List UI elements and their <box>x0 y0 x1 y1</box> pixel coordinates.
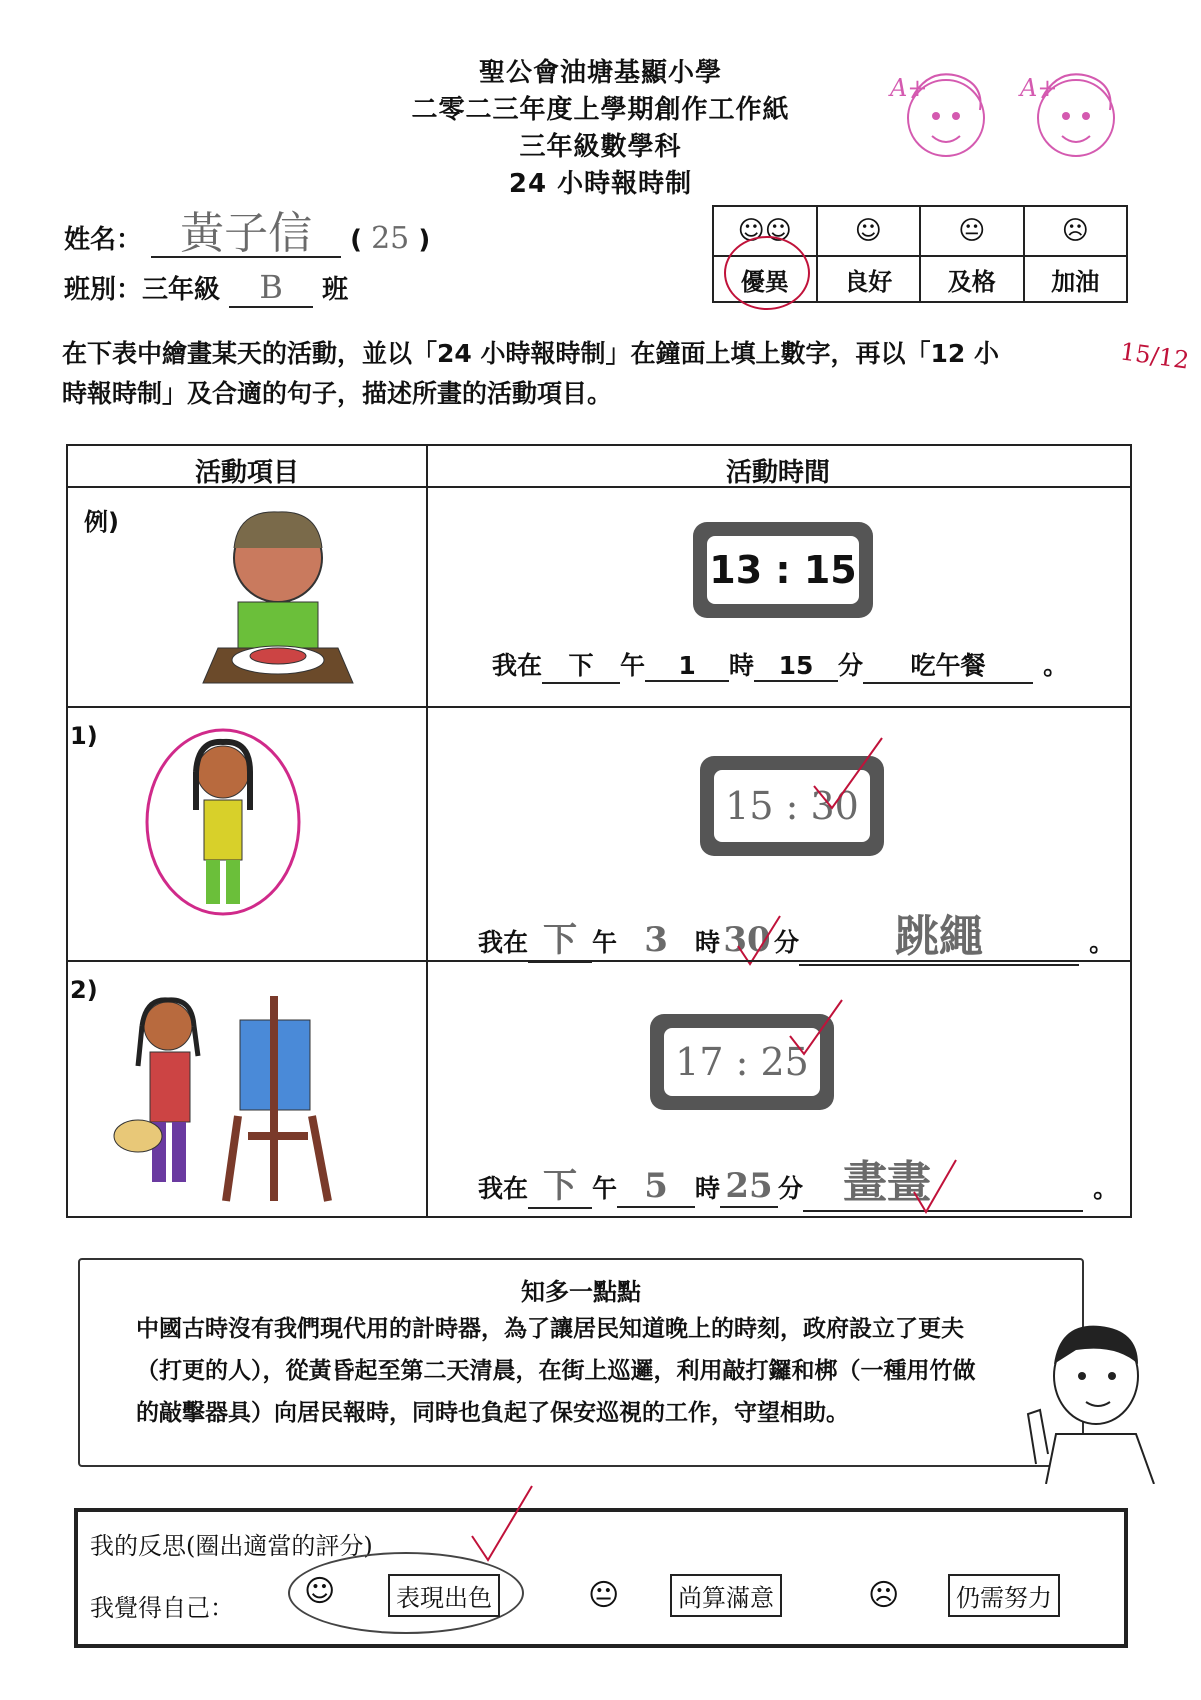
term-title: 二零二三年度上學期創作工作紙 <box>411 95 790 125</box>
time-sentence <box>492 646 1068 684</box>
activity-value: 跳繩 <box>799 900 1079 966</box>
name-label: 姓名： <box>64 225 143 255</box>
hour-value: 1 <box>645 651 729 682</box>
option-excellent[interactable]: 表現出色 <box>388 1574 500 1617</box>
option-satisfactory[interactable]: 尚算滿意 <box>670 1574 782 1617</box>
rating-label: 良好 <box>844 267 893 296</box>
number-close: ) <box>418 225 431 255</box>
table-row <box>68 706 1130 962</box>
name-row <box>64 208 431 259</box>
time-sentence <box>478 1146 1118 1212</box>
knowledge-title: 知多一點點 <box>521 1278 641 1306</box>
sentence-fen: 分 <box>838 651 864 680</box>
class-row <box>64 268 348 308</box>
rating-circle-mark <box>724 236 810 310</box>
knowledge-line-2: （打更的人），從黃昏起至第二天清晨，在街上巡邏，利用敲打鑼和梆（一種用竹做 <box>136 1358 976 1384</box>
aplus-text: A+ <box>890 74 928 102</box>
sentence-shi: 時 <box>729 651 755 680</box>
hour-value: 3 <box>617 920 695 962</box>
class-suffix: 班 <box>322 275 349 305</box>
table-row <box>68 960 1130 1218</box>
sad-face-icon: ☹ <box>1025 207 1127 257</box>
activity-value: 吃午餐 <box>863 646 1033 684</box>
sentence-prefix: 我在 <box>492 651 543 680</box>
tick-mark-icon <box>786 998 846 1058</box>
reflection-box <box>74 1508 1128 1648</box>
rating-label: 加油 <box>1051 267 1100 296</box>
jump-rope-illustration <box>138 722 308 936</box>
option-need-effort[interactable]: 仍需努力 <box>948 1574 1060 1617</box>
clock-time: 17 : 25 <box>664 1028 820 1096</box>
smile-icon: ☺ <box>818 207 920 257</box>
tick-mark-icon <box>808 734 888 814</box>
activity-value: 畫畫 <box>803 1146 1083 1212</box>
rating-good <box>818 207 922 301</box>
period-value: 下 <box>542 646 620 684</box>
name-value: 黃子信 <box>151 212 341 258</box>
frown-face-icon: ☹ <box>868 1578 900 1613</box>
aplus-text: A+ <box>1020 74 1058 102</box>
sentence-wu: 午 <box>620 651 646 680</box>
rating-label: 及格 <box>947 267 996 296</box>
table-row <box>68 486 1130 708</box>
clock-time: 13 : 15 <box>707 536 859 604</box>
aplus-stamp-2 <box>1018 58 1128 182</box>
number-open: ( <box>350 225 363 255</box>
rating-label: 優異 <box>740 267 789 296</box>
aplus-stamp-1 <box>888 58 998 182</box>
tick-mark-icon <box>468 1484 538 1564</box>
time-sentence <box>478 900 1114 966</box>
period-value: 下 <box>528 912 592 963</box>
instruction-line-2: 時報時制」及合適的句子，描述所畫的活動項目。 <box>62 379 613 408</box>
sentence-prefix: 我在 <box>478 928 529 957</box>
sentence-end: 。 <box>1089 928 1115 957</box>
class-label: 班別：三年級 <box>64 275 221 305</box>
sentence-shi: 時 <box>695 928 721 957</box>
activity-table <box>66 444 1132 1218</box>
happy-face-icon: ☺ <box>304 1574 336 1609</box>
topic-title: 24 小時報時制 <box>508 169 693 199</box>
painting-illustration <box>108 976 348 1210</box>
period-value: 下 <box>528 1158 592 1209</box>
sentence-wu: 午 <box>592 1174 618 1203</box>
clock-time: 15 : 30 <box>714 770 870 842</box>
eating-illustration <box>198 498 358 692</box>
rating-try-harder <box>1025 207 1127 301</box>
digital-clock <box>693 522 873 618</box>
hour-value: 5 <box>617 1166 695 1208</box>
reflection-prompt: 我覺得自己： <box>90 1594 234 1622</box>
sentence-end: 。 <box>1043 651 1069 680</box>
knowledge-scroll <box>78 1258 1084 1467</box>
sentence-wu: 午 <box>592 928 618 957</box>
instruction-line-1: 在下表中繪畫某天的活動，並以「24 小時報時制」在鐘面上填上數字，再以「12 小 <box>62 339 999 368</box>
sentence-fen: 分 <box>778 1174 804 1203</box>
score-mark: 15/12 <box>1118 337 1191 375</box>
minute-value: 25 <box>720 1166 778 1208</box>
sentence-fen: 分 <box>774 928 800 957</box>
subject-title: 三年級數學科 <box>519 132 682 162</box>
minute-value: 30 <box>720 920 774 962</box>
neutral-face-icon: 😐 <box>921 207 1023 257</box>
minute-value: 15 <box>754 651 838 682</box>
reflection-title: 我的反思(圈出適當的評分) <box>90 1532 373 1560</box>
teacher-illustration <box>1016 1314 1166 1488</box>
sentence-end: 。 <box>1093 1174 1119 1203</box>
double-smile-icon: ☺☺ <box>714 207 816 257</box>
col-header-time: 活動時間 <box>725 458 830 488</box>
sentence-prefix: 我在 <box>478 1174 529 1203</box>
class-value: B <box>229 268 313 308</box>
col-header-activity: 活動項目 <box>194 458 299 488</box>
school-name: 聖公會油塘基顯小學 <box>478 58 722 88</box>
neutral-face-icon: 😐 <box>588 1578 620 1613</box>
sentence-shi: 時 <box>695 1174 721 1203</box>
rating-pass <box>921 207 1025 301</box>
knowledge-line-1: 中國古時沒有我們現代用的計時器，為了讓居民知道晚上的時刻，政府設立了更夫 <box>136 1316 964 1342</box>
row-label: 1) <box>70 722 98 750</box>
row-label: 例) <box>84 508 119 536</box>
row-label: 2) <box>70 976 98 1004</box>
tick-mark-icon <box>910 1156 960 1216</box>
student-number: 25 <box>371 221 410 256</box>
knowledge-line-3: 的敲擊器具）向居民報時，同時也負起了保安巡視的工作，守望相助。 <box>136 1400 849 1426</box>
